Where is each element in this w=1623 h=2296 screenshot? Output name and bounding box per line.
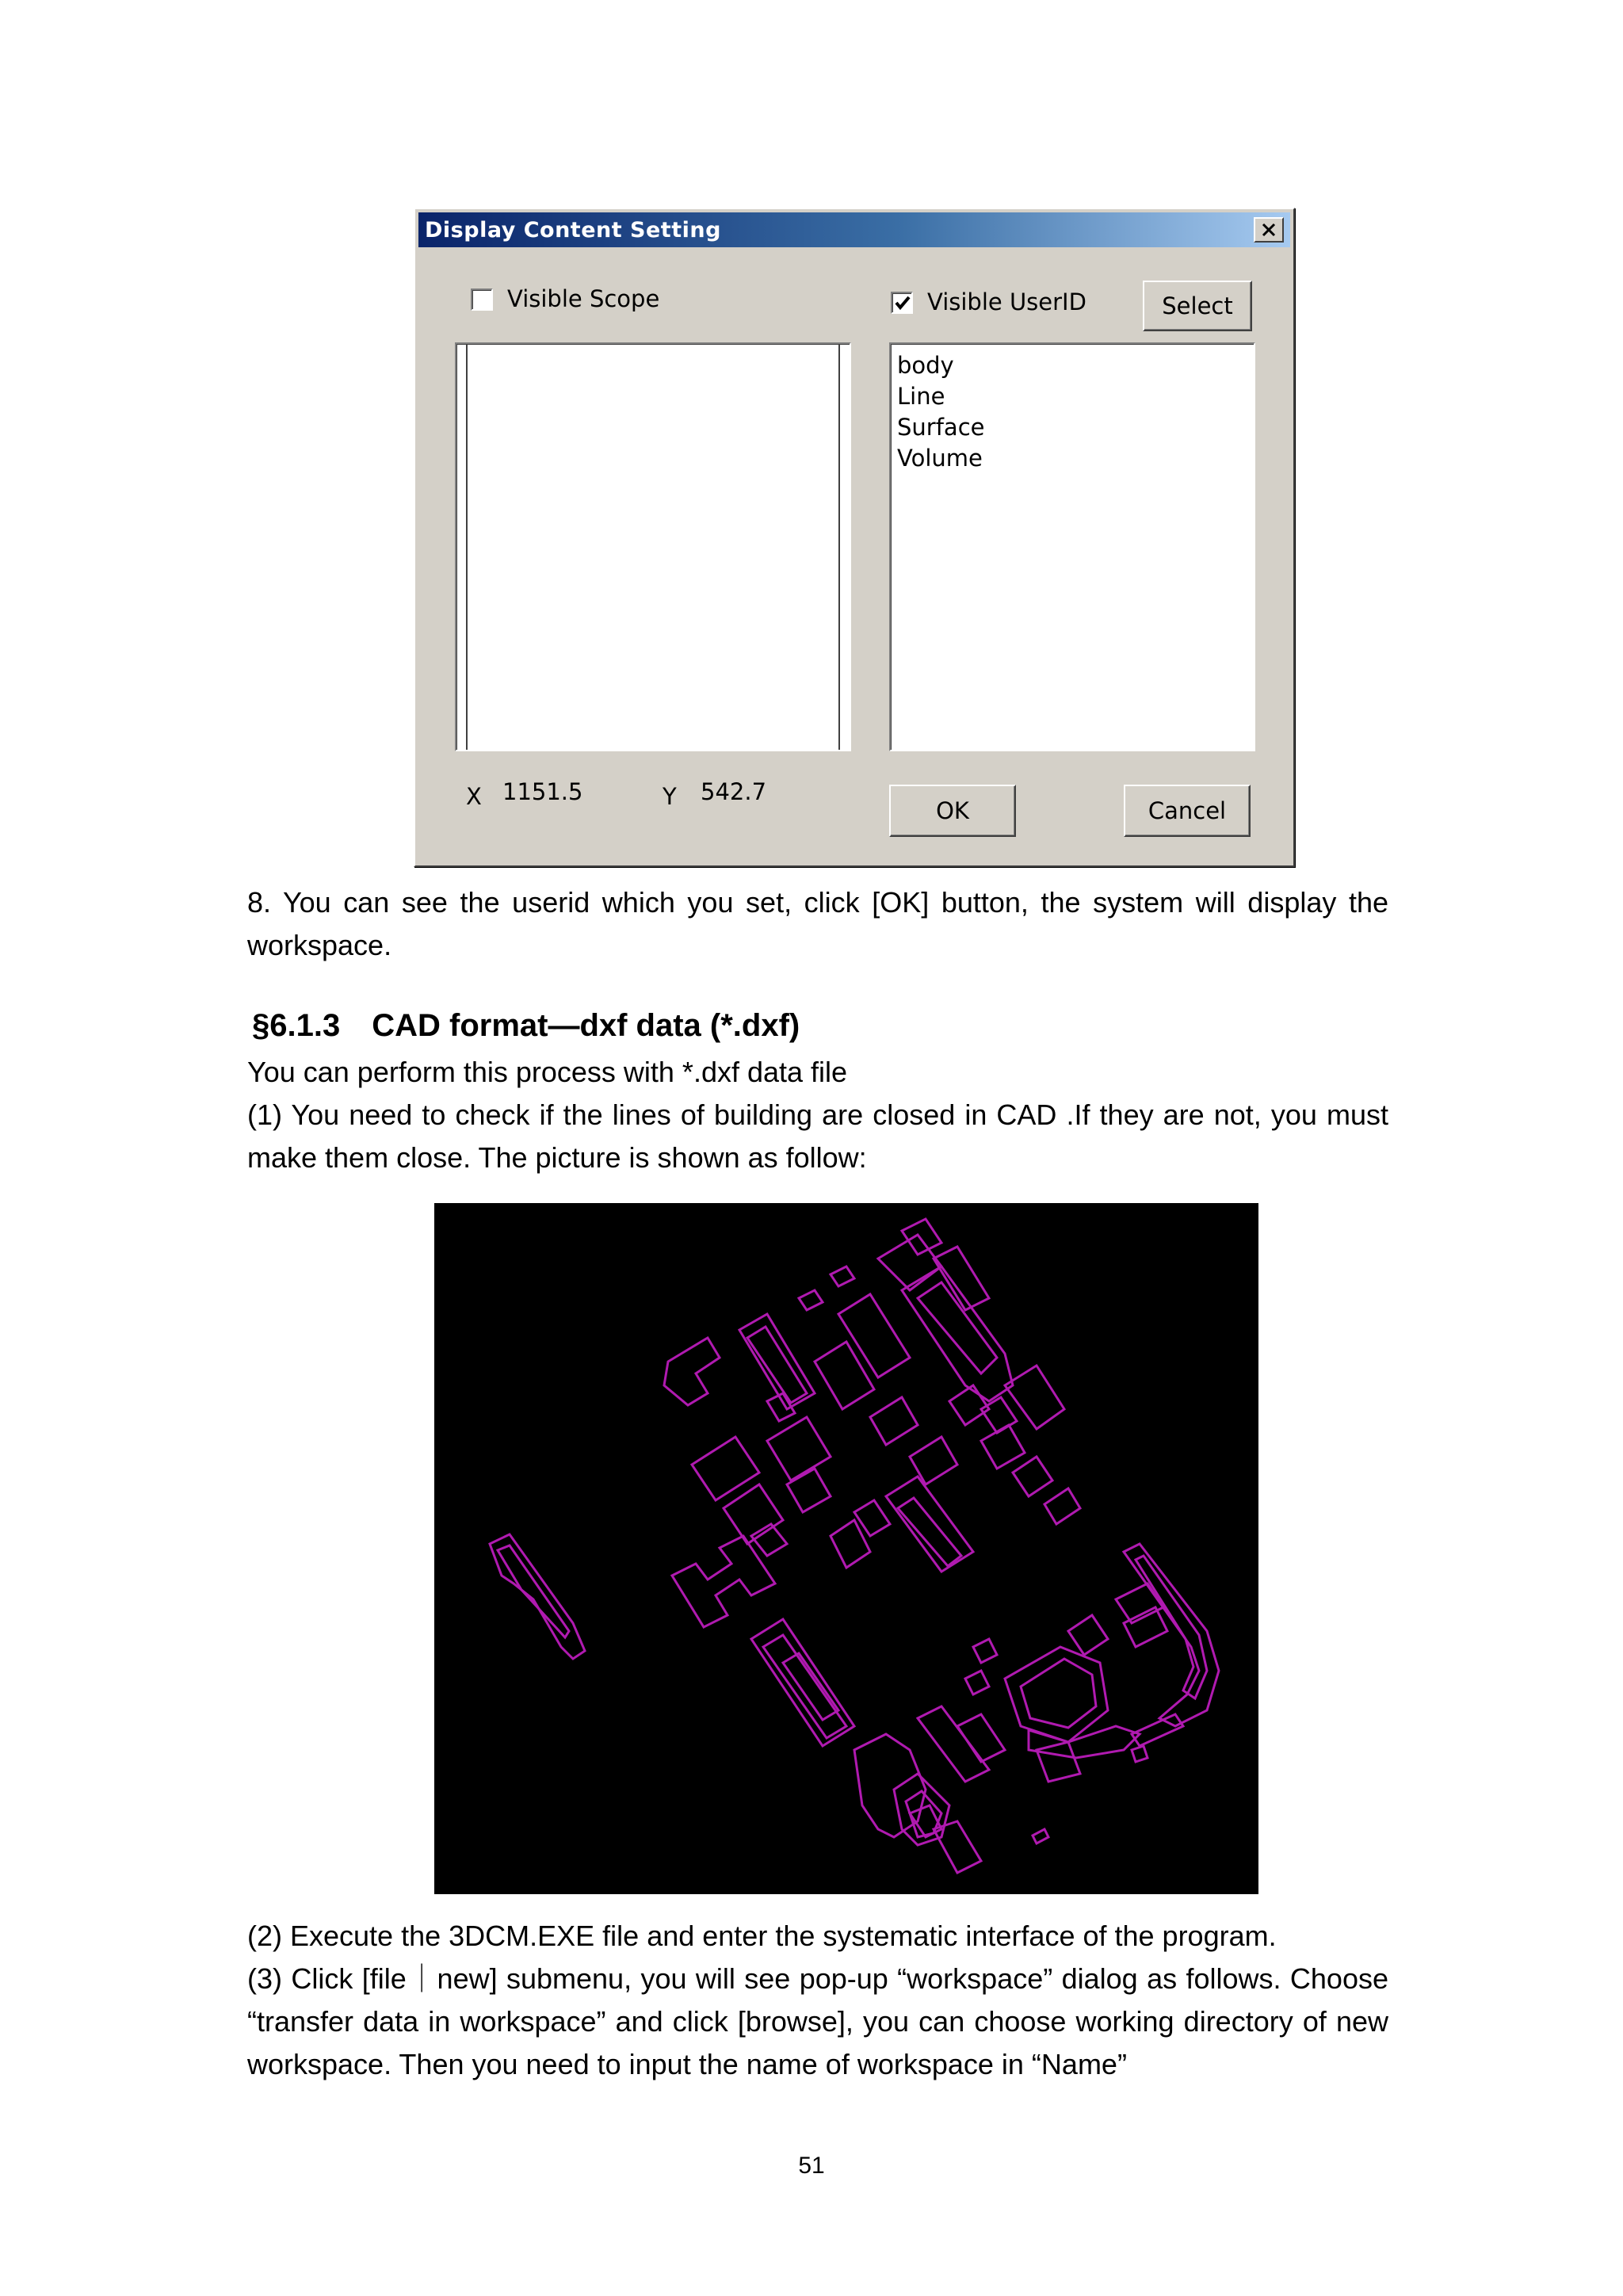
building-outline xyxy=(751,1619,854,1746)
building-outline xyxy=(1021,1659,1096,1728)
section-title: CAD format—dxf data (*.dxf) xyxy=(372,1008,800,1043)
x-value: 1151.5 xyxy=(502,778,583,805)
section-number: §6.1.3 xyxy=(252,1008,341,1043)
step-3-text: (3) Click [file｜new] submenu, you will see pop-up “workspace” dialog as follows. Choose “transfer data in workspace” and click [browse], you can choose working directory of new workspace. Then you need to input the name of workspace in “Name” xyxy=(247,1962,1388,2080)
building-outline xyxy=(902,1219,941,1255)
building-outline xyxy=(918,1706,989,1782)
building-outline xyxy=(1029,1726,1140,1758)
building-outline xyxy=(973,1639,997,1663)
building-outline xyxy=(1132,1714,1183,1746)
visible-scope-list[interactable] xyxy=(455,342,851,751)
building-outline xyxy=(838,1294,910,1377)
select-button[interactable]: Select xyxy=(1143,281,1252,331)
building-outline xyxy=(1005,1366,1064,1429)
building-outline xyxy=(1132,1746,1148,1762)
building-outline xyxy=(1124,1607,1167,1647)
list-item[interactable]: body xyxy=(897,352,954,379)
building-outline xyxy=(902,1266,1013,1401)
building-outline xyxy=(767,1417,831,1480)
building-outline xyxy=(787,1469,831,1512)
building-outline xyxy=(910,1805,941,1837)
scope-list-divider xyxy=(466,344,468,750)
building-outline xyxy=(870,1397,918,1445)
x-label: X xyxy=(466,783,482,810)
building-outline xyxy=(1044,1488,1080,1524)
building-outline xyxy=(490,1534,585,1659)
close-button[interactable] xyxy=(1254,217,1284,243)
building-outline xyxy=(981,1425,1025,1469)
building-outline xyxy=(1005,1647,1108,1742)
checkmark-icon xyxy=(894,294,911,311)
visible-scope-checkbox[interactable] xyxy=(471,288,493,311)
building-outline xyxy=(949,1385,989,1425)
building-outline xyxy=(664,1338,720,1405)
building-outline xyxy=(498,1545,569,1637)
userid-list[interactable] xyxy=(889,342,1255,751)
building-outline xyxy=(799,1290,823,1310)
building-outline xyxy=(965,1671,989,1694)
step-2-text: (2) Execute the 3DCM.EXE file and enter the systematic interface of the program. xyxy=(247,1920,1277,1952)
building-outline xyxy=(831,1266,854,1286)
visible-userid-checkbox[interactable] xyxy=(891,292,913,314)
list-item[interactable]: Surface xyxy=(897,414,985,441)
list-item[interactable]: Line xyxy=(897,383,945,410)
dialog-titlebar[interactable] xyxy=(418,212,1290,247)
y-value: 542.7 xyxy=(701,778,767,805)
building-outline xyxy=(672,1536,775,1627)
display-content-setting-dialog xyxy=(414,208,1295,867)
dialog-title: Display Content Setting xyxy=(425,218,721,243)
building-outline xyxy=(957,1714,1005,1762)
building-outline xyxy=(934,1247,989,1310)
y-label: Y xyxy=(663,783,677,810)
building-outline xyxy=(1037,1742,1080,1782)
cancel-button[interactable]: Cancel xyxy=(1124,785,1251,837)
building-outline xyxy=(815,1342,874,1409)
cad-building-outline-figure xyxy=(434,1203,1258,1894)
intro-text: You can perform this process with *.dxf data file xyxy=(247,1056,848,1088)
scope-list-divider xyxy=(838,344,840,750)
close-icon xyxy=(1262,223,1276,237)
building-outline xyxy=(1068,1615,1108,1655)
step-8-text: 8. You can see the userid which you set, click [OK] button, the system will display the workspace. xyxy=(247,886,1388,961)
building-outline xyxy=(1124,1544,1219,1726)
building-outline xyxy=(1116,1584,1163,1623)
visible-scope-label: Visible Scope xyxy=(507,285,660,312)
building-outline xyxy=(1033,1829,1048,1843)
section-heading xyxy=(252,1008,800,1044)
cad-drawing xyxy=(434,1203,1258,1894)
ok-button[interactable]: OK xyxy=(889,785,1016,837)
page-number: 51 xyxy=(798,2153,825,2179)
visible-userid-label: Visible UserID xyxy=(927,288,1086,315)
list-item[interactable]: Volume xyxy=(897,445,983,472)
step-1-text: (1) You need to check if the lines of building are closed in CAD .If they are not, you must make them close. The picture is shown as follow: xyxy=(247,1098,1388,1174)
building-outline xyxy=(1013,1457,1052,1496)
